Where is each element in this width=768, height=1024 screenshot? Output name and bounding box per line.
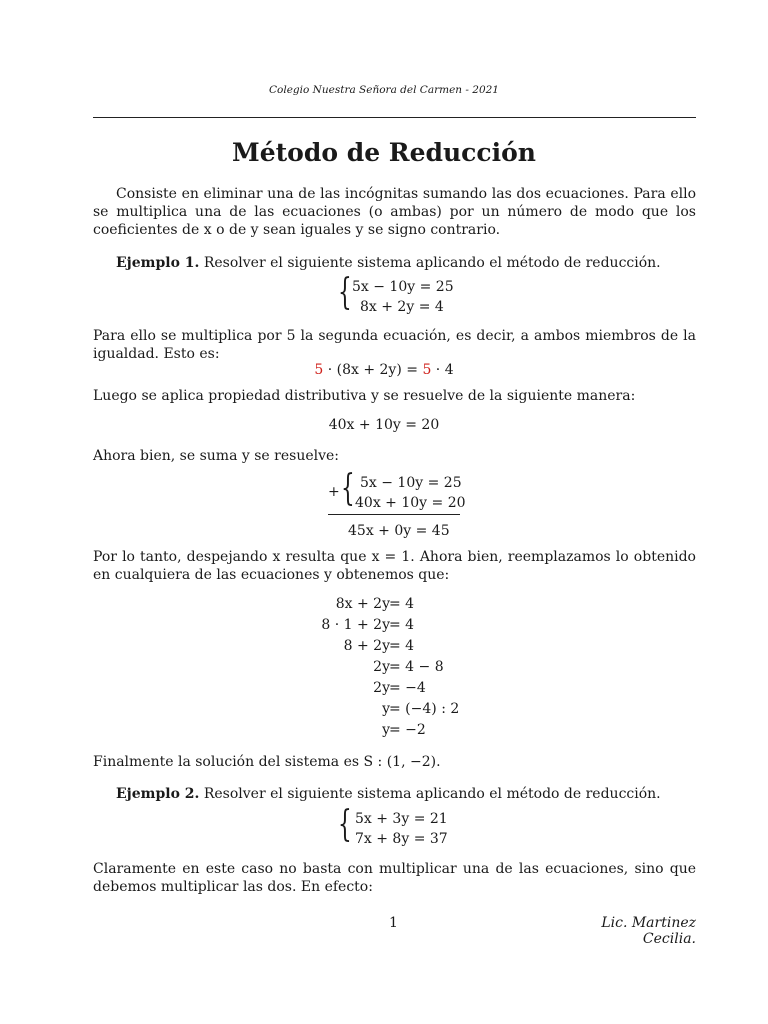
step-row bbox=[343, 638, 415, 659]
step-rhs: = 4 bbox=[389, 596, 415, 612]
sum-system-eq-2: 40x + 10y = 20 bbox=[355, 495, 466, 511]
example-2-paragraph-1: Claramente en este caso no basta con multiplicar una de las ecuaciones, sino que debemos multiplicar las dos. En efecto: bbox=[93, 861, 696, 895]
step-lhs: 8x + 2y bbox=[335, 596, 390, 612]
step-row bbox=[321, 617, 415, 638]
step-rhs: = −2 bbox=[389, 722, 426, 738]
distributed-equation: 40x + 10y = 20 bbox=[328, 417, 440, 433]
step-rhs: = 4 bbox=[389, 638, 415, 654]
sum-rule bbox=[328, 514, 460, 515]
example-1-paragraph-3: Ahora bien, se suma y se resuelve: bbox=[93, 448, 340, 464]
intro-paragraph: Consiste en eliminar una de las incógnitas sumando las dos ecuaciones. Para ello se multiplica una de las ecuaciones (o ambas) por un número de modo que los coeficientes de x o de y sean iguales y se signo contrario. bbox=[93, 186, 696, 238]
step-row bbox=[382, 722, 426, 743]
step-lhs: 2y bbox=[373, 680, 390, 696]
step-lhs: 8 · 1 + 2y bbox=[321, 617, 390, 633]
example-2-label: Ejemplo 2. bbox=[116, 786, 200, 802]
page-title: Método de Reducción bbox=[232, 138, 536, 167]
example-1-heading bbox=[93, 254, 696, 272]
example-1-text: Resolver el siguiente sistema aplicando el método de reducción. bbox=[199, 255, 661, 271]
step-lhs: y bbox=[382, 701, 390, 717]
left-brace: { bbox=[341, 468, 355, 509]
system-2-eq-1: 5x + 3y = 21 bbox=[355, 811, 448, 827]
sum-result: 45x + 0y = 45 bbox=[348, 523, 450, 539]
header-rule bbox=[93, 117, 696, 118]
example-1-paragraph-1: Para ello se multiplica por 5 la segunda ecuación, es decir, a ambos miembros de la igualdad. Esto es: bbox=[93, 328, 696, 362]
step-rhs: = 4 bbox=[389, 617, 415, 633]
sum-system-eq-1: 5x − 10y = 25 bbox=[360, 475, 462, 491]
example-1-paragraph-4: Por lo tanto, despejando x resulta que x = 1. Ahora bien, reemplazamos lo obtenido en cualquiera de las ecuaciones y obtenemos que: bbox=[93, 549, 696, 583]
example-1-label: Ejemplo 1. bbox=[116, 255, 200, 271]
substitution-steps bbox=[321, 596, 460, 743]
multiplication-equation bbox=[0, 362, 768, 378]
left-brace: { bbox=[338, 804, 352, 845]
page-header: Colegio Nuestra Señora del Carmen - 2021 bbox=[269, 84, 499, 96]
left-brace: { bbox=[338, 272, 352, 313]
solution-sentence: Finalmente la solución del sistema es S : (1, −2). bbox=[93, 754, 441, 770]
system-2-eq-2: 7x + 8y = 37 bbox=[355, 831, 448, 847]
step-row bbox=[382, 701, 460, 722]
step-lhs: 2y bbox=[373, 659, 390, 675]
author-credit: Lic. Martinez Cecilia. bbox=[601, 915, 696, 947]
example-1-paragraph-2: Luego se aplica propiedad distributiva y se resuelve de la siguiente manera: bbox=[93, 388, 636, 404]
step-row bbox=[373, 659, 444, 680]
step-rhs: = −4 bbox=[389, 680, 426, 696]
system-1-eq-1: 5x − 10y = 25 bbox=[352, 279, 454, 295]
multiplier-left: 5 bbox=[314, 362, 324, 378]
multiplier-right: 5 bbox=[422, 362, 432, 378]
example-2-text: Resolver el siguiente sistema aplicando el método de reducción. bbox=[199, 786, 661, 802]
multiplication-end: · 4 bbox=[431, 362, 454, 378]
step-rhs: = 4 − 8 bbox=[389, 659, 444, 675]
step-lhs: 8 + 2y bbox=[343, 638, 390, 654]
system-1-eq-2: 8x + 2y = 4 bbox=[360, 299, 444, 315]
step-row bbox=[335, 596, 415, 617]
plus-sign: + bbox=[328, 484, 340, 500]
page-number: 1 bbox=[389, 915, 398, 931]
step-row bbox=[373, 680, 426, 701]
step-rhs: = (−4) : 2 bbox=[389, 701, 460, 717]
step-lhs: y bbox=[382, 722, 390, 738]
example-2-heading bbox=[93, 785, 696, 803]
multiplication-middle: · (8x + 2y) = bbox=[323, 362, 423, 378]
